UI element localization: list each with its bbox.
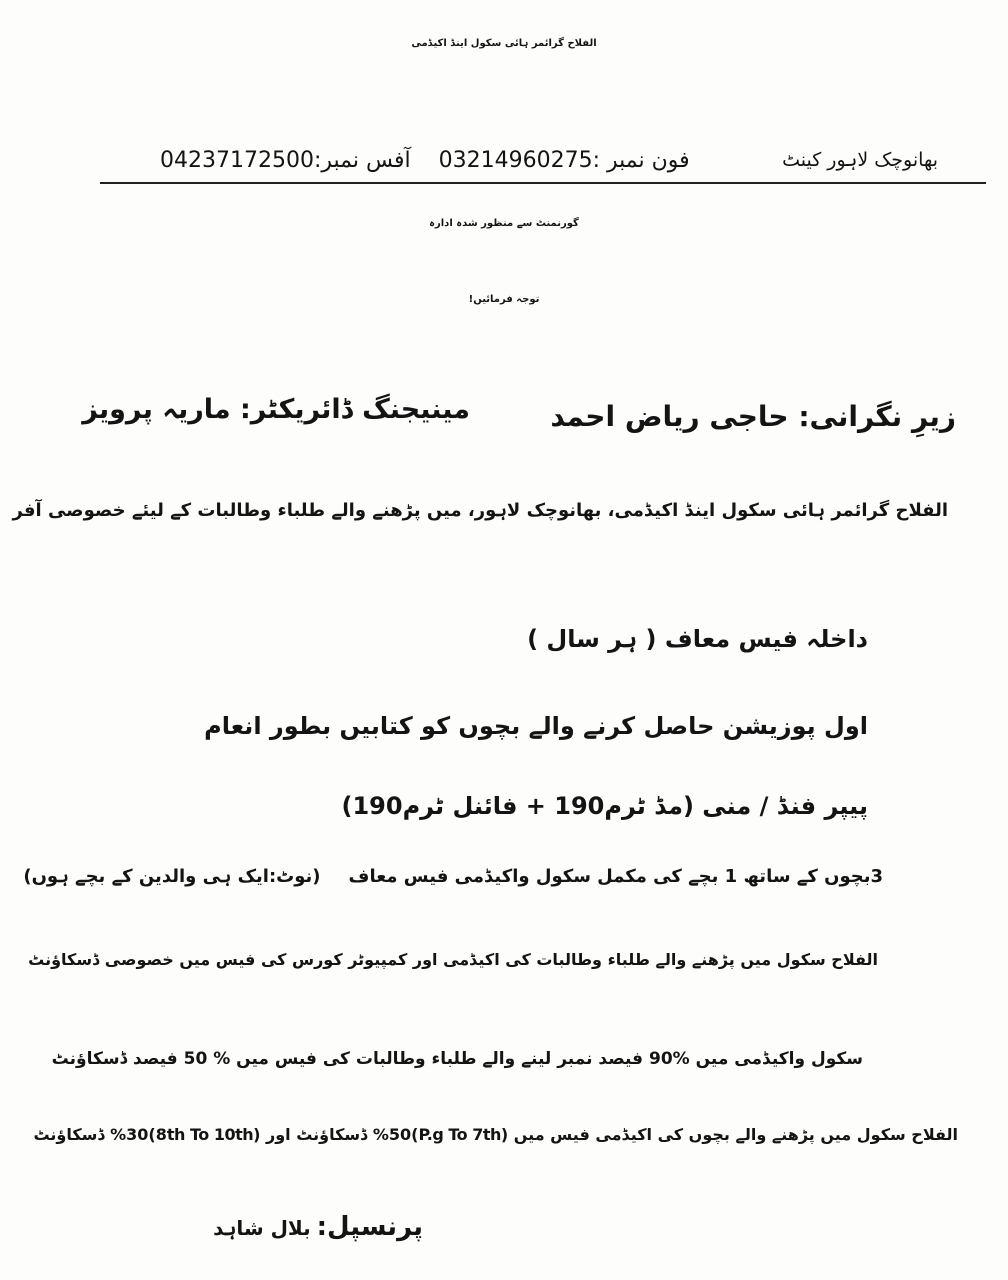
offer-item-position-books: اول پوزیشن حاصل کرنے والے بچوں کو کتابیں بطور انعام (204, 712, 868, 740)
approved-text: گورنمنٹ سے منظور شدہ ادارہ (429, 218, 579, 229)
phone: فون نمبر :03214960275 (438, 147, 690, 173)
discount-heading: الفلاح سکول میں پڑھنے والے طلباء وطالبات کی اکیڈمی اور کمپیوٹر کورس کی فیس میں خصوصی ڈسکاؤنٹ (28, 950, 878, 969)
managing-director: مینیجنگ ڈائریکٹر: ماریہ پرویز (82, 394, 470, 425)
address: بھانوچک لاہور کینٹ (782, 149, 938, 171)
offer-intro: الفلاح گرائمر ہائی سکول اینڈ اکیڈمی، بھانوچک لاہور، میں پڑھنے والے طلباء وطالبات کے لیئے خصوصی آفر (12, 500, 948, 521)
principal-label: پرنسپل: (316, 1212, 423, 1242)
academy-fee-discount: الفلاح سکول میں پڑھنے والے بچوں کی اکیڈمی فیس میں (P.g To 7th)%50 ڈسکاؤنٹ اور (8th To 10th)%30 ڈسکاؤنٹ (33, 1125, 958, 1144)
institute-name: الفلاح گرائمر ہائی سکول اینڈ اکیڈمی (411, 38, 597, 49)
offer-item-paper-fund: پیپر فنڈ / منی (مڈ ٹرم190 + فائنل ٹرم190) (341, 792, 868, 820)
principal-name: بلال شاہد (213, 1216, 311, 1240)
offer-item-siblings-note: (نوٹ:ایک ہی والدین کے بچے ہوں) (23, 866, 321, 887)
office-phone: آفس نمبر:04237172500 (160, 147, 411, 173)
discount-90-percent: سکول واکیڈمی میں %90 فیصد نمبر لینے والے طلباء وطالبات کی فیس میں % 50 فیصد ڈسکاؤنٹ (51, 1049, 863, 1069)
phone-numbers (160, 148, 690, 173)
offer-item-siblings-text: 3بچوں کے ساتھ 1 بچے کی مکمل سکول واکیڈمی فیس معاف (348, 866, 883, 887)
offer-item-admission: داخلہ فیس معاف ( ہر سال ) (527, 625, 868, 653)
offer-item-siblings (23, 866, 883, 887)
contact-row (160, 140, 938, 180)
supervision: زیرِ نگرانی: حاجی ریاض احمد (550, 400, 956, 433)
attention-text: توجہ فرمائیں! (468, 294, 540, 305)
principal (213, 1212, 423, 1242)
header-divider (100, 182, 986, 184)
